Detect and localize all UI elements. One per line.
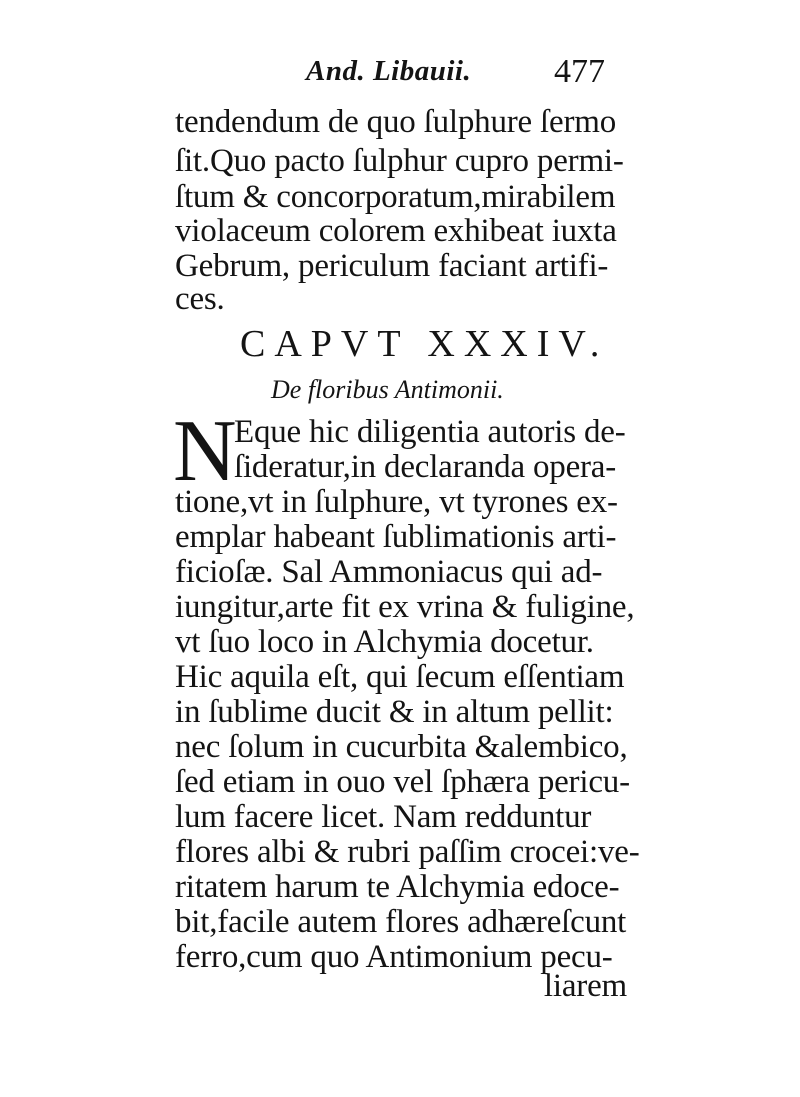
text-line: ferro,cum quo Antimonium pecu- xyxy=(175,939,613,975)
text-line: Eque hic diligentia autoris de- xyxy=(234,414,626,450)
text-line: violaceum colorem exhibeat iuxta xyxy=(175,213,617,249)
text-line: bit,facile autem flores adhæreſcunt xyxy=(175,904,627,940)
text-line: Gebrum, periculum faciant artifi- xyxy=(175,248,609,284)
text-line: ces. xyxy=(175,281,225,317)
text-line: ſit.Quo pacto ſulphur cupro permi- xyxy=(175,143,624,179)
text-line: vt ſuo loco in Alchymia docetur. xyxy=(175,624,594,660)
drop-cap: N xyxy=(173,403,237,500)
text-line: lum facere licet. Nam redduntur xyxy=(175,799,592,835)
text-line: tendendum de quo ſulphure ſermo xyxy=(175,104,617,140)
text-line: nec ſolum in cucurbita &alembico, xyxy=(175,729,628,765)
chapter-subtitle: De floribus Antimonii. xyxy=(271,375,504,404)
text-line: ficioſæ. Sal Ammoniacus qui ad- xyxy=(175,554,603,590)
text-line: ſed etiam in ouo vel ſphæra pericu- xyxy=(175,764,630,800)
text-line: ritatem harum te Alchymia edoce- xyxy=(175,869,620,905)
page-header xyxy=(0,55,800,95)
text-line: Hic aquila eſt, qui ſecum eſſentiam xyxy=(175,659,625,695)
text-line: ſideratur,in declaranda opera- xyxy=(234,449,617,485)
chapter-title: CAPVT XXXIV. xyxy=(240,323,609,365)
text-line: flores albi & rubri paſſim crocei:ve- xyxy=(175,834,640,870)
page-number: 477 xyxy=(554,53,605,90)
text-line: in ſublime ducit & in altum pellit: xyxy=(175,694,614,730)
text-line: iungitur,arte fit ex vrina & fuligine, xyxy=(175,589,635,625)
catchword: liarem xyxy=(543,968,627,1004)
text-line: tione,vt in ſulphure, vt tyrones ex- xyxy=(175,484,618,520)
text-line: emplar habeant ſublimationis arti- xyxy=(175,519,617,555)
text-line: ſtum & concorporatum,mirabilem xyxy=(175,179,616,215)
running-head: And. Libauii. xyxy=(306,55,472,87)
